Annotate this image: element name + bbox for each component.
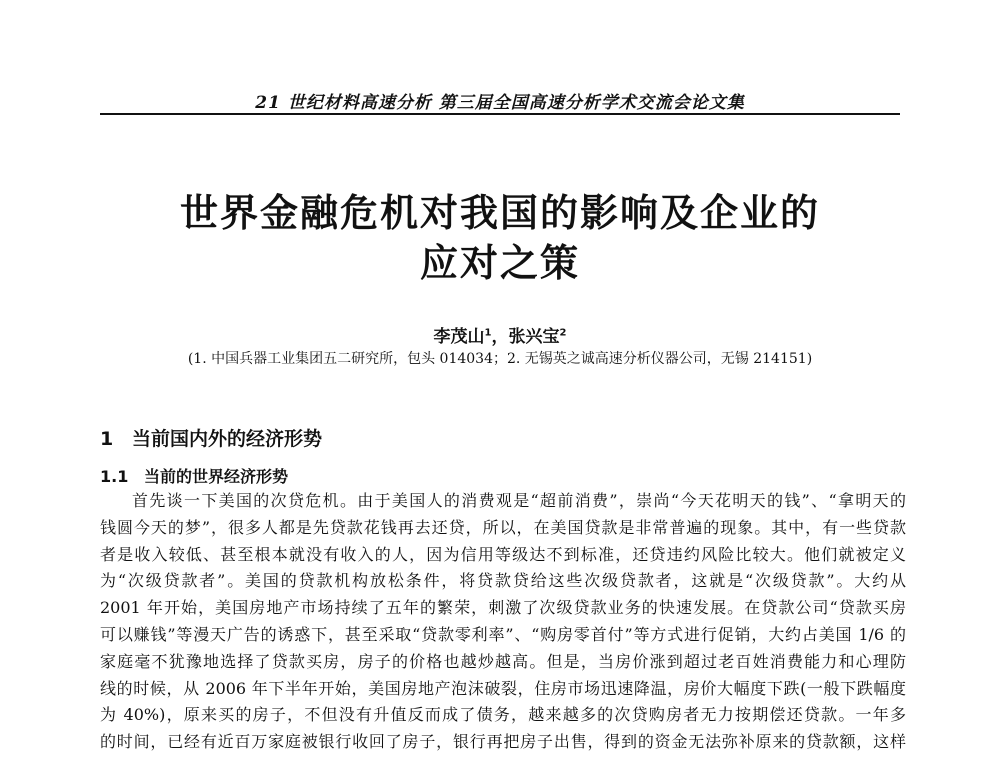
body-line: 2001 年开始，美国房地产市场持续了五年的繁荣，刺激了次级贷款业务的快速发展。在贷款公司“贷款买房 [100,598,906,618]
section-number: 1 [100,428,114,450]
body-line: 为 40%)，原来买的房子，不但没有升值反而成了债务，越来越多的次贷购房者无力按期偿还贷款。一年多 [100,705,906,725]
body-line: 者是收入较低、甚至根本就没有收入的人，因为信用等级达不到标准，还贷违约风险比较大。他们就被定义 [100,544,906,564]
body-line: 线的时候，从 2006 年下半年开始，美国房地产泡沫破裂，住房市场迅速降温，房价大幅度下跌(一般下跌幅度 [100,678,906,698]
running-header: 21 世纪材料高速分析 第三届全国高速分析学术交流会论文集 [255,93,745,113]
author-name: 张兴宝 [508,327,560,347]
body-line: 为“次级贷款者”。美国的贷款机构放松条件，将贷款贷给这些次级贷款者，这就是“次级贷款”。大约从 [100,571,906,591]
body-line: 可以赚钱”等漫天广告的诱惑下，甚至采取“贷款零利率”、“购房零首付”等方式进行促销，大约占美国 1/6 的 [100,624,906,644]
section-title: 当前国内外的经济形势 [132,428,323,450]
subsection-number: 1.1 [100,467,129,486]
body-paragraph [100,488,906,756]
section-heading [100,424,322,451]
body-line: 首先谈一下美国的次贷危机。由于美国人的消费观是“超前消费”，崇尚“今天花明天的钱”、“拿明天的 [132,491,906,510]
paper-title-line-2: 应对之策 [419,241,580,285]
paper-title-line-1: 世界金融危机对我国的影响及企业的 [179,191,820,235]
author-list [100,322,900,347]
author-name: 李茂山 [433,327,485,347]
header-rule [100,113,900,115]
body-line: 的时间，已经有近百万家庭被银行收回了房子，银行再把房子出售，得到的资金无法弥补原来的贷款额，这样 [100,732,906,752]
body-line: 钱圆今天的梦”，很多人都是先贷款花钱再去还贷，所以，在美国贷款是非常普遍的现象。其中，有一些贷款 [100,517,906,537]
affiliation: (1. 中国兵器工业集团五二研究所，包头 014034；2. 无锡英之诚高速分析仪器公司，无锡 214151) [187,351,813,367]
author-separator: ， [491,327,509,347]
author-affiliation-mark: 1 [484,327,492,339]
subsection-heading [100,464,288,487]
author-affiliation-mark: 2 [559,327,567,339]
body-line: 家庭毫不犹豫地选择了贷款买房，房子的价格也越炒越高。但是，当房价涨到超过老百姓消费能力和心理防 [100,651,906,671]
subsection-title: 当前的世界经济形势 [144,467,289,486]
